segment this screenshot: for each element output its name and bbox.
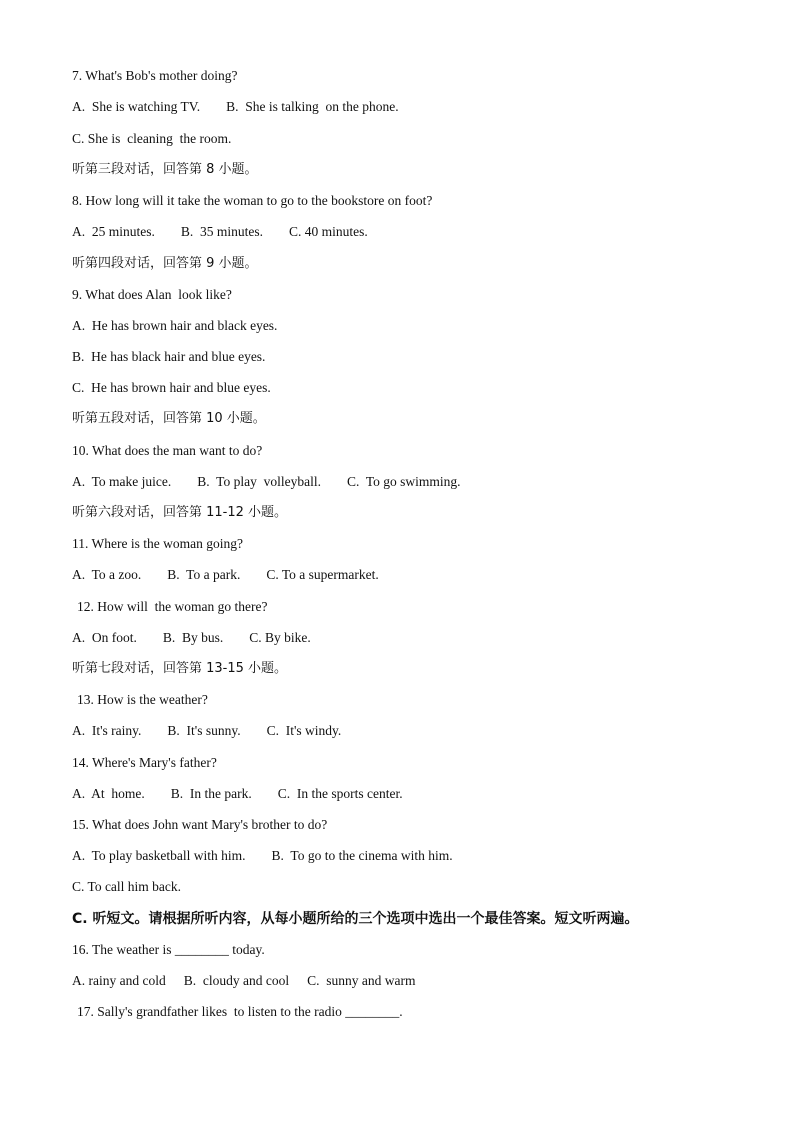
q10-option-b: B. To play volleyball.	[197, 474, 321, 489]
q15-options	[72, 847, 453, 865]
q14-option-b: B. In the park.	[170, 786, 252, 801]
q9-option-c: C. He has brown hair and blue eyes.	[72, 380, 271, 395]
q12-option-c: C. By bike.	[249, 630, 311, 645]
q12-option-a: A. On foot.	[72, 630, 137, 645]
q11-option-a: A. To a zoo.	[72, 567, 142, 582]
q8-option-b: B. 35 minutes.	[180, 224, 264, 239]
q9-option-a: A. He has brown hair and black eyes.	[72, 318, 278, 333]
section-5-instruction: 听第五段对话，回答第 10 小题。	[72, 411, 266, 426]
q13-option-c: C. It's windy.	[266, 723, 342, 738]
q15-option-b: B. To go to the cinema with him.	[271, 848, 453, 863]
q11-option-b: B. To a park.	[167, 567, 241, 582]
q7-option-c: C. She is cleaning the room.	[72, 131, 232, 146]
q9-option-b: B. He has black hair and blue eyes.	[72, 349, 266, 364]
q10-question: 10. What does the man want to do?	[72, 443, 263, 458]
q10-option-a: A. To make juice.	[72, 474, 172, 489]
q17-question: 17. Sally's grandfather likes to listen to the radio ________.	[77, 1004, 403, 1019]
q10-option-c: C. To go swimming.	[346, 474, 461, 489]
q14-question: 14. Where's Mary's father?	[72, 755, 217, 770]
q10-options	[72, 473, 461, 491]
q16-options	[72, 972, 415, 990]
section-c-heading: C. 听短文。请根据所听内容，从每小题所给的三个选项中选出一个最佳答案。短文听两遍。	[72, 911, 639, 927]
q12-question: 12. How will the woman go there?	[77, 599, 268, 614]
q8-options	[72, 223, 368, 241]
section-7-instruction: 听第七段对话，回答第 13-15 小题。	[72, 661, 288, 676]
q8-option-a: A. 25 minutes.	[72, 224, 155, 239]
q14-option-a: A. At home.	[72, 786, 145, 801]
q9-question: 9. What does Alan look like?	[72, 287, 232, 302]
q7-option-a: A. She is watching TV.	[72, 99, 201, 114]
section-4-instruction: 听第四段对话，回答第 9 小题。	[72, 256, 258, 271]
q16-option-c: C. sunny and warm	[307, 973, 416, 988]
q13-option-a: A. It's rainy.	[72, 723, 142, 738]
section-6-instruction: 听第六段对话，回答第 11-12 小题。	[72, 505, 288, 520]
q16-option-a: A. rainy and cold	[72, 973, 166, 988]
q15-question: 15. What does John want Mary's brother to do?	[72, 817, 328, 832]
q15-option-c: C. To call him back.	[72, 879, 182, 894]
q15-option-a: A. To play basketball with him.	[72, 848, 246, 863]
q14-options	[72, 785, 403, 803]
q13-question: 13. How is the weather?	[77, 692, 208, 707]
q7-options	[72, 98, 399, 116]
q8-question: 8. How long will it take the woman to go to the bookstore on foot?	[72, 193, 433, 208]
q12-option-b: B. By bus.	[162, 630, 224, 645]
q7-question: 7. What's Bob's mother doing?	[72, 68, 238, 83]
q11-option-c: C. To a supermarket.	[266, 567, 379, 582]
section-3-instruction: 听第三段对话，回答第 8 小题。	[72, 162, 258, 177]
q8-option-c: C. 40 minutes.	[289, 224, 368, 239]
q11-options	[72, 566, 379, 584]
q7-option-b: B. She is talking on the phone.	[226, 99, 399, 114]
q11-question: 11. Where is the woman going?	[72, 536, 243, 551]
q16-question: 16. The weather is ________ today.	[72, 942, 265, 957]
q13-option-b: B. It's sunny.	[167, 723, 241, 738]
q13-options	[72, 722, 341, 740]
q14-option-c: C. In the sports center.	[277, 786, 403, 801]
q16-option-b: B. cloudy and cool	[183, 973, 290, 988]
q12-options	[72, 629, 311, 647]
